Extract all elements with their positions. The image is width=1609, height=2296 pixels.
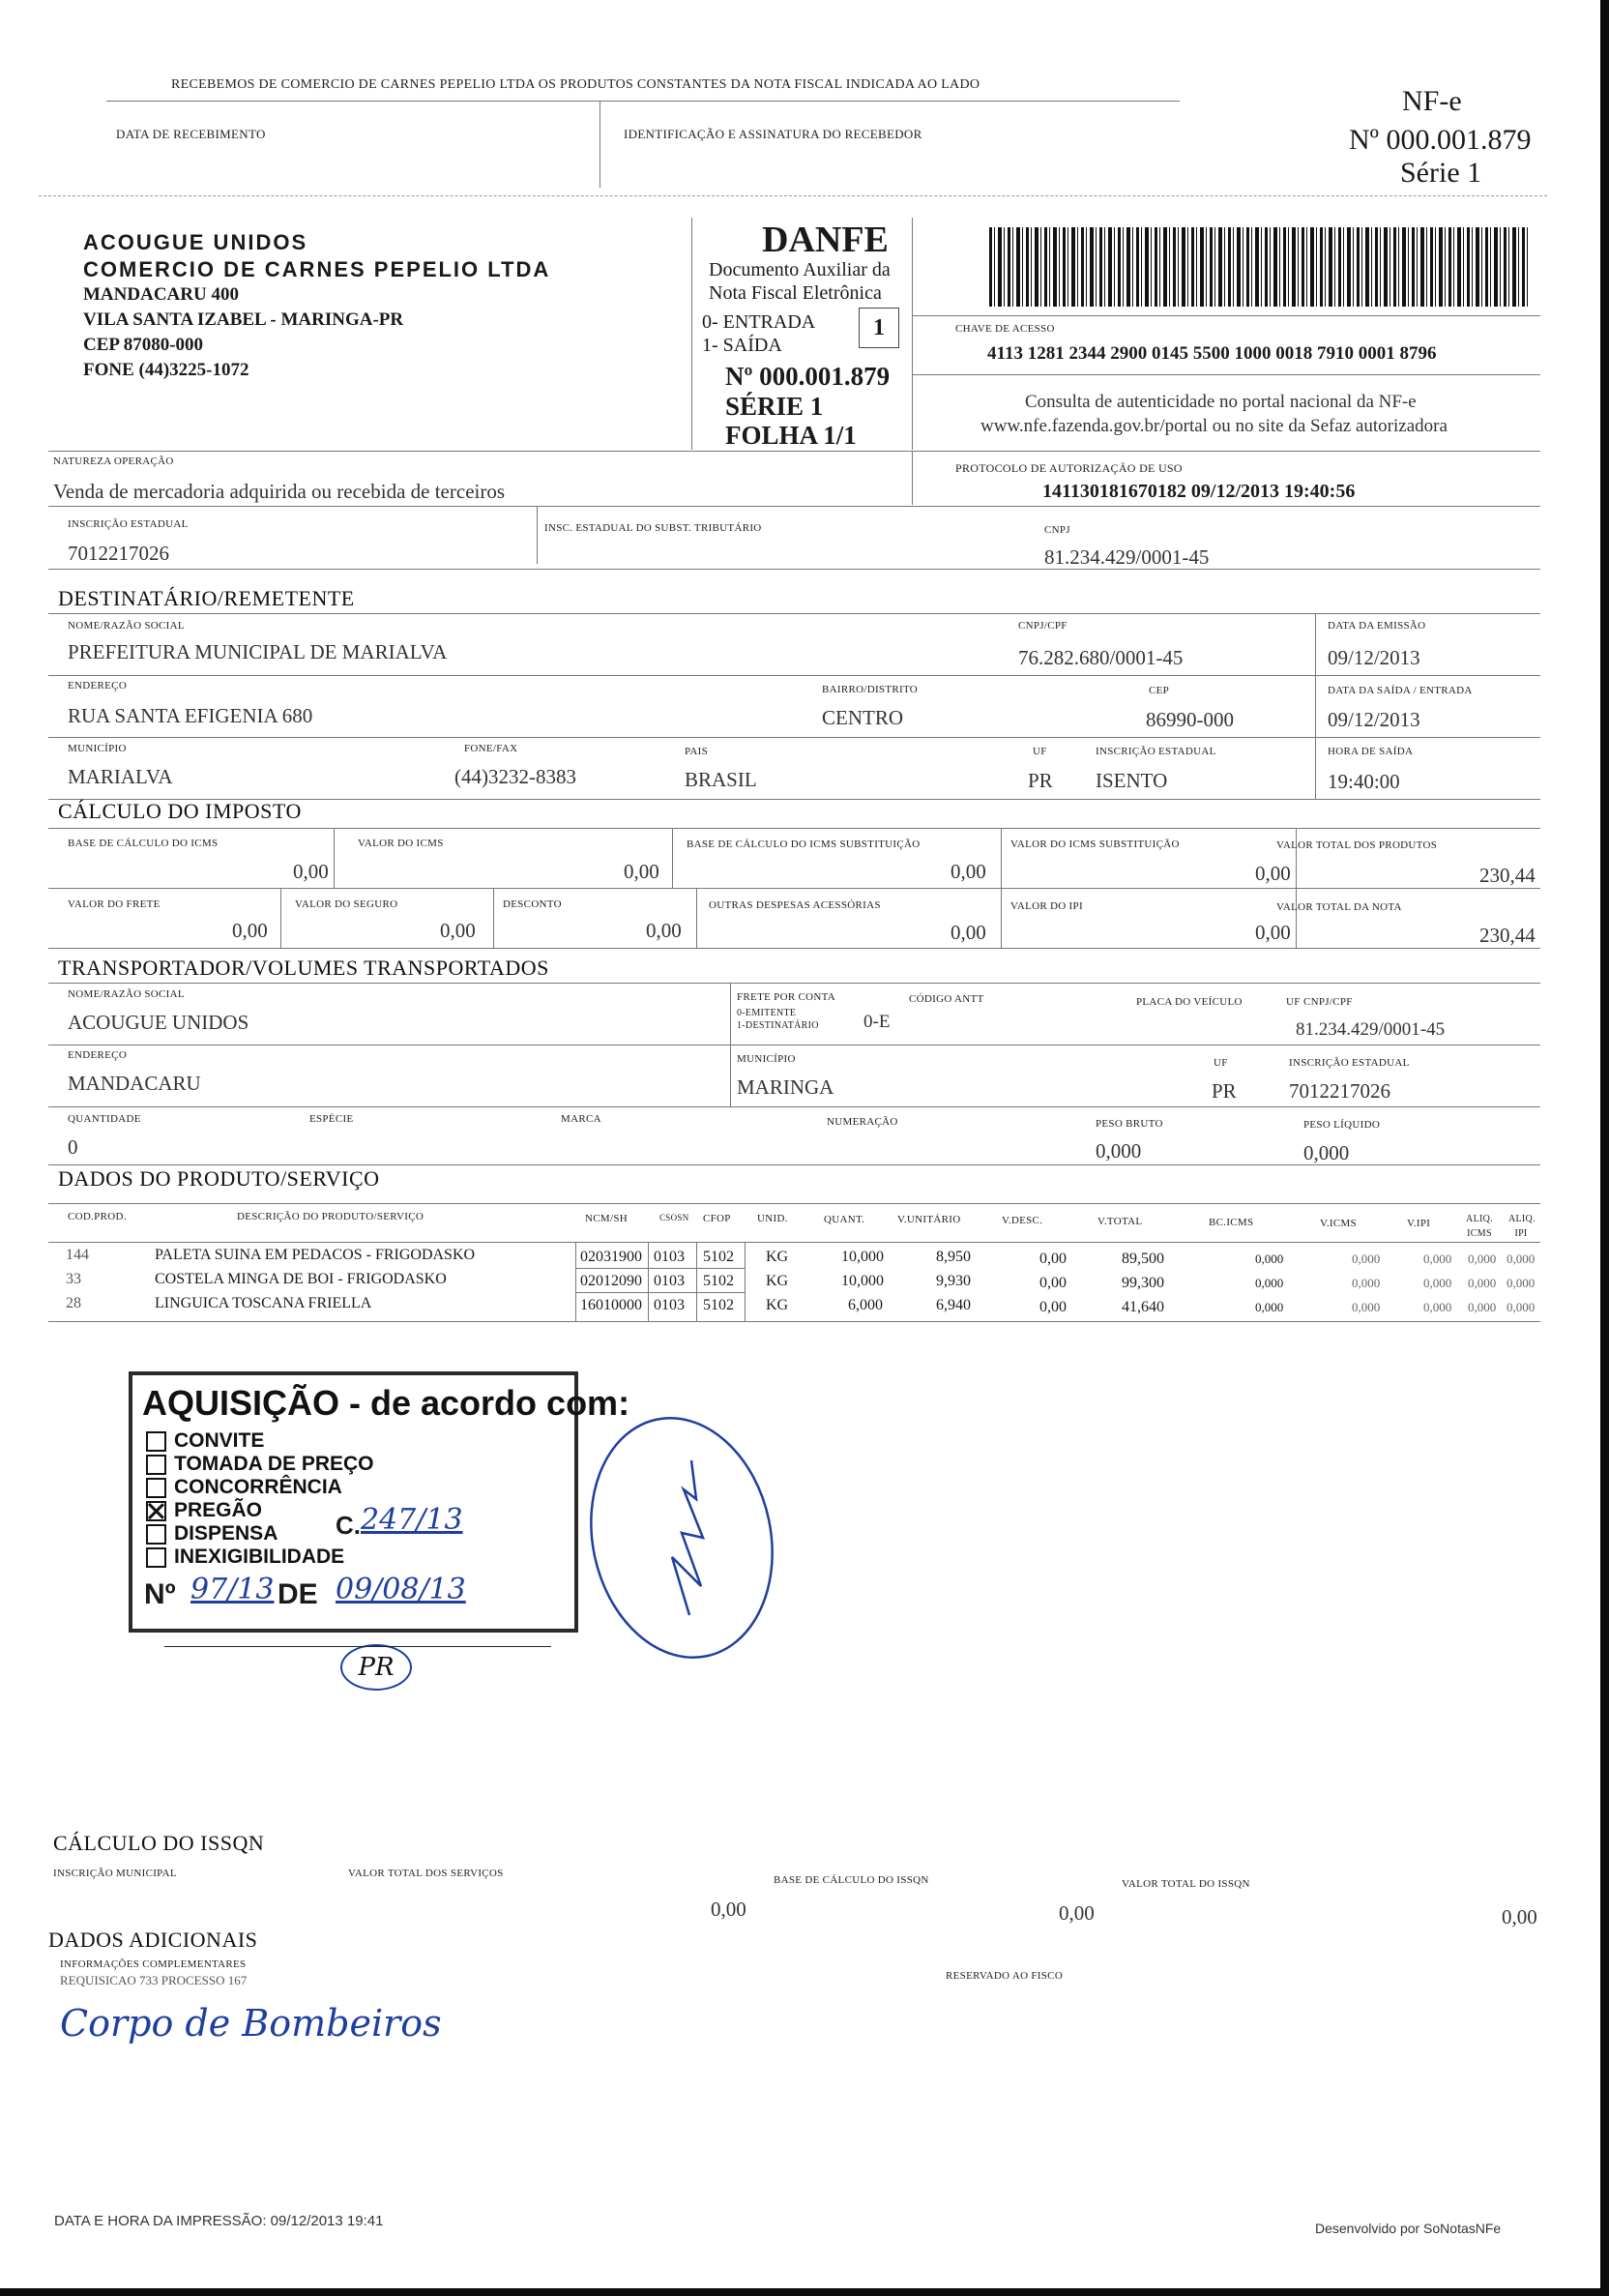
stub-cut-line: [39, 195, 1547, 196]
issuer-line5: CEP 87080-000: [83, 335, 204, 355]
recipient-address-label: ENDEREÇO: [68, 680, 128, 692]
checkbox-pregao-checked: [146, 1501, 166, 1521]
col-header-code: COD.PROD.: [68, 1211, 127, 1222]
checkbox-inexigibilidade: [146, 1547, 166, 1568]
tax-freight-value: 0,00: [232, 919, 268, 942]
row1-total: 89,500: [1122, 1251, 1164, 1267]
row3-unit-price: 6,940: [936, 1297, 971, 1313]
transport-section-title: TRANSPORTADOR/VOLUMES TRANSPORTADOS: [58, 956, 549, 980]
recipient-top-line: [48, 613, 1540, 614]
row2-discount: 0,00: [1039, 1275, 1067, 1291]
tax-icms-value-label: VALOR DO ICMS: [358, 838, 444, 849]
operation-top-line: [48, 451, 1540, 452]
danfe-title: DANFE: [762, 220, 889, 260]
tax-r1-div2: [672, 828, 673, 888]
transport-bottom-line: [48, 1164, 1540, 1165]
issqn-im-label: INSCRIÇÃO MUNICIPAL: [53, 1868, 177, 1879]
protocol-label: PROTOCOLO DE AUTORIZAÇÃO DE USO: [955, 461, 1183, 475]
access-key-value: 4113 1281 2344 2900 0145 5500 1000 0018 7910 0001 8796: [987, 343, 1437, 364]
row3-description: LINGUICA TOSCANA FRIELLA: [155, 1295, 372, 1311]
row1-cell-line: [575, 1268, 745, 1269]
stamp-option-tomada-label: TOMADA DE PREÇO: [174, 1453, 374, 1475]
issqn-services-value: 0,00: [711, 1898, 746, 1921]
freight-label: FRETE POR CONTA: [737, 991, 836, 1003]
signature-scribble: [575, 1393, 778, 1673]
row3-unit: KG: [766, 1297, 789, 1313]
receipt-nfe-label: NF-e: [1402, 85, 1462, 117]
row1-code: 144: [66, 1247, 89, 1263]
danfe-type-box: 1: [859, 308, 899, 348]
row2-aliq-ipi: 0,000: [1507, 1276, 1536, 1290]
row2-unit: KG: [766, 1273, 789, 1289]
recipient-uf: PR: [1028, 769, 1053, 792]
tax-other-label: OUTRAS DESPESAS ACESSÓRIAS: [709, 899, 881, 911]
qty-value: 0: [68, 1135, 78, 1159]
stamp-title: AQUISIÇÃO - de acordo com:: [142, 1383, 630, 1423]
stamp-option-inexigibilidade: [146, 1545, 344, 1569]
row1-aliq-ipi: 0,000: [1507, 1251, 1536, 1266]
products-col-div-1: [575, 1242, 576, 1321]
col-header-bc-icms: BC.ICMS: [1209, 1217, 1254, 1228]
freight-opt2: 1-DESTINATÁRIO: [737, 1020, 819, 1031]
nature-label: NATUREZA OPERAÇÃO: [53, 456, 174, 467]
recipient-district-label: BAIRRO/DISTRITO: [822, 684, 919, 695]
stamp-initials: PR: [340, 1644, 412, 1691]
brand-label: MARCA: [561, 1113, 601, 1125]
row2-ncm: 02012090: [580, 1273, 642, 1289]
stamp-option-tomada: [146, 1453, 374, 1476]
issuer-danfe-divider: [691, 218, 692, 450]
products-col-div-4: [745, 1242, 746, 1321]
receipt-nfe-series: Série 1: [1400, 157, 1482, 189]
transport-top-line: [48, 983, 1540, 984]
tax-total-products-label: VALOR TOTAL DOS PRODUTOS: [1276, 839, 1438, 851]
products-bottom-line: [48, 1321, 1540, 1322]
row2-description: COSTELA MINGA DE BOI - FRIGODASKO: [155, 1271, 447, 1287]
gross-weight-label: PESO BRUTO: [1096, 1118, 1163, 1130]
issqn-base-label: BASE DE CÁLCULO DO ISSQN: [774, 1874, 929, 1886]
recipient-cnpj-label: CNPJ/CPF: [1018, 620, 1068, 632]
tax-discount-value: 0,00: [646, 919, 682, 942]
antt-label: CÓDIGO ANTT: [909, 993, 984, 1005]
recipient-district: CENTRO: [822, 706, 903, 729]
row3-code: 28: [66, 1295, 81, 1311]
products-top-line: [48, 1203, 1540, 1204]
access-key-barcode: [989, 227, 1531, 307]
exit-time: 19:40:00: [1328, 770, 1400, 793]
tax-total-invoice-value: 230,44: [1479, 924, 1536, 947]
operation-divider: [912, 451, 913, 505]
recipient-ie-label: INSCRIÇÃO ESTADUAL: [1096, 746, 1216, 757]
danfe-number: Nº 000.001.879: [725, 362, 891, 391]
plate-label: PLACA DO VEÍCULO: [1136, 996, 1243, 1008]
recipient-line-2: [48, 675, 1540, 676]
plate-uf-label: UF: [1286, 996, 1301, 1008]
danfe-page: FOLHA 1/1: [725, 421, 857, 450]
recipient-city-label: MUNICÍPIO: [68, 743, 127, 754]
stamp-option-convite-label: CONVITE: [174, 1429, 265, 1452]
tax-ipi-value: 0,00: [1255, 921, 1291, 944]
recipient-address: RUA SANTA EFIGENIA 680: [68, 704, 313, 727]
col-header-description: DESCRIÇÃO DO PRODUTO/SERVIÇO: [237, 1211, 424, 1222]
stamp-option-pregao: [146, 1499, 262, 1522]
danfe-exit: 1- SAÍDA: [702, 335, 782, 356]
tax-top-line: [48, 828, 1540, 829]
transport-address-label: ENDEREÇO: [68, 1049, 128, 1061]
recipient-country: BRASIL: [685, 768, 757, 791]
receipt-statement: RECEBEMOS DE COMERCIO DE CARNES PEPELIO LTDA OS PRODUTOS CONSTANTES DA NOTA FISCAL INDICADA AO LADO: [171, 77, 980, 92]
recipient-uf-label: UF: [1033, 746, 1047, 757]
recipient-cnpj: 76.282.680/0001-45: [1018, 646, 1184, 669]
recipient-phone-label: FONE/FAX: [464, 743, 518, 754]
stamp-date-handwritten: 09/08/13: [336, 1573, 466, 1606]
checkbox-tomada: [146, 1455, 166, 1475]
additional-section-title: DADOS ADICIONAIS: [48, 1928, 258, 1952]
row1-aliq-icms: 0,000: [1468, 1251, 1497, 1266]
stamp-option-pregao-label: PREGÃO: [174, 1499, 263, 1521]
recipient-cep: 86990-000: [1146, 708, 1234, 731]
issqn-section-title: CÁLCULO DO ISSQN: [53, 1831, 265, 1855]
tax-r2-div1: [280, 888, 281, 948]
tax-r1-div4: [1296, 828, 1297, 888]
ie-label: INSCRIÇÃO ESTADUAL: [68, 518, 189, 530]
qty-label: QUANTIDADE: [68, 1113, 141, 1125]
transport-name: ACOUGUE UNIDOS: [68, 1011, 249, 1034]
access-key-divider: [912, 374, 1540, 375]
ie-top-line: [48, 506, 1540, 507]
row3-bc-icms: 0,000: [1255, 1300, 1284, 1314]
transport-cnpj-label: CNPJ/CPF: [1303, 996, 1353, 1008]
recipient-name-label: NOME/RAZÃO SOCIAL: [68, 620, 185, 632]
receipt-date-label: DATA DE RECEBIMENTO: [116, 127, 266, 141]
tax-ipi-label: VALOR DO IPI: [1010, 900, 1083, 912]
print-datetime: DATA E HORA DA IMPRESSÃO: 09/12/2013 19:41: [54, 2213, 384, 2229]
recipient-city: MARIALVA: [68, 765, 173, 788]
issqn-total-label: VALOR TOTAL DO ISSQN: [1122, 1878, 1250, 1890]
tax-r2-div3: [696, 888, 697, 948]
row2-code: 33: [66, 1271, 81, 1287]
receipt-signature-label: IDENTIFICAÇÃO E ASSINATURA DO RECEBEDOR: [624, 127, 922, 141]
products-section-title: DADOS DO PRODUTO/SERVIÇO: [58, 1166, 380, 1191]
row3-csosn: 0103: [654, 1297, 685, 1313]
tax-icms-base-value: 0,00: [293, 860, 329, 883]
additional-info-value: REQUISICAO 733 PROCESSO 167: [60, 1973, 248, 1987]
exit-time-label: HORA DE SAÍDA: [1328, 746, 1414, 757]
issue-date: 09/12/2013: [1328, 646, 1420, 669]
products-header-line: [48, 1242, 1540, 1243]
row3-discount: 0,00: [1039, 1299, 1067, 1315]
col-header-unit: UNID.: [757, 1213, 788, 1224]
row1-cfop: 5102: [703, 1249, 734, 1265]
row2-qty: 10,000: [841, 1273, 884, 1289]
row3-total: 41,640: [1122, 1299, 1164, 1315]
tax-icms-st-base-label: BASE DE CÁLCULO DO ICMS SUBSTITUIÇÃO: [687, 839, 921, 850]
consult-line1: Consulta de autenticidade no portal nacional da NF-e: [1025, 392, 1417, 412]
row3-ncm: 16010000: [580, 1297, 642, 1313]
receipt-nfe-number: Nº 000.001.879: [1349, 124, 1532, 156]
checkbox-convite: [146, 1431, 166, 1452]
tax-icms-st-value: 0,00: [1255, 862, 1291, 885]
tax-bottom-line: [48, 948, 1540, 949]
row1-ncm: 02031900: [580, 1249, 642, 1265]
checkbox-dispensa: [146, 1524, 166, 1545]
row2-aliq-icms: 0,000: [1468, 1276, 1497, 1290]
recipient-phone: (44)3232-8383: [454, 765, 576, 788]
tax-r2-div5: [1296, 888, 1297, 948]
row1-qty: 10,000: [841, 1249, 884, 1265]
stamp-contract-prefix: C.: [336, 1511, 361, 1540]
handwritten-note: Corpo de Bombeiros: [60, 2002, 442, 2045]
tax-discount-label: DESCONTO: [503, 898, 562, 910]
barcode-divider: [912, 315, 1540, 316]
stamp-contract-handwritten: 247/13: [361, 1503, 463, 1537]
additional-info-label: INFORMAÇÕES COMPLEMENTARES: [60, 1958, 247, 1970]
cnpj-value: 81.234.429/0001-45: [1044, 545, 1210, 569]
tax-icms-st-base-value: 0,00: [951, 860, 986, 883]
row2-v-ipi: 0,000: [1423, 1276, 1452, 1290]
species-label: ESPÉCIE: [309, 1113, 354, 1125]
protocol-value: 141130181670182 09/12/2013 19:40:56: [1042, 481, 1356, 502]
developer-credit: Desenvolvido por SoNotasNFe: [1315, 2221, 1502, 2236]
col-header-unit-price: V.UNITÁRIO: [897, 1214, 961, 1225]
recipient-section-title: DESTINATÁRIO/REMETENTE: [58, 586, 355, 610]
issqn-services-label: VALOR TOTAL DOS SERVIÇOS: [348, 1868, 504, 1879]
checkbox-concorrencia: [146, 1478, 166, 1498]
danfe-subtitle2: Nota Fiscal Eletrônica: [709, 282, 882, 304]
stamp-number-prefix: Nº: [144, 1578, 176, 1610]
nature-value: Venda de mercadoria adquirida ou recebida de terceiros: [53, 480, 506, 503]
tax-r1-div3: [1001, 828, 1002, 888]
ie-st-label: INSC. ESTADUAL DO SUBST. TRIBUTÁRIO: [544, 522, 762, 534]
tax-r2-div2: [493, 888, 494, 948]
tax-icms-st-label: VALOR DO ICMS SUBSTITUIÇÃO: [1010, 839, 1180, 850]
danfe-entry: 0- ENTRADA: [702, 311, 816, 333]
products-col-div-2: [648, 1242, 649, 1321]
row2-cfop: 5102: [703, 1273, 734, 1289]
ie-divider: [537, 506, 538, 564]
transport-ie: 7012217026: [1289, 1079, 1390, 1103]
stamp-date-prefix: DE: [278, 1578, 318, 1610]
col-header-qty: QUANT.: [824, 1214, 865, 1225]
net-weight: 0,000: [1303, 1141, 1350, 1164]
scan-edge-bottom: [0, 2288, 1609, 2296]
stamp-option-concorrencia-label: CONCORRÊNCIA: [174, 1476, 342, 1498]
col-header-v-icms: V.ICMS: [1320, 1218, 1357, 1229]
transport-city: MARINGA: [737, 1075, 834, 1099]
row3-v-ipi: 0,000: [1423, 1300, 1452, 1314]
transport-uf-label: UF: [1214, 1057, 1228, 1069]
recipient-name: PREFEITURA MUNICIPAL DE MARIALVA: [68, 640, 448, 663]
exit-date: 09/12/2013: [1328, 708, 1420, 731]
recipient-ie: ISENTO: [1096, 769, 1168, 792]
issuer-line6: FONE (44)3225-1072: [83, 360, 249, 380]
ie-value: 7012217026: [68, 542, 169, 565]
tax-insurance-label: VALOR DO SEGURO: [295, 898, 398, 910]
scan-edge-right: [1600, 0, 1609, 2296]
row3-qty: 6,000: [848, 1297, 883, 1313]
recipient-country-label: PAIS: [685, 746, 709, 757]
row3-aliq-icms: 0,000: [1468, 1300, 1497, 1314]
recipient-right-divider: [1315, 613, 1316, 799]
transport-uf: PR: [1212, 1079, 1237, 1103]
row1-csosn: 0103: [654, 1249, 685, 1265]
net-weight-label: PESO LÍQUIDO: [1303, 1119, 1381, 1131]
fisco-reserved-label: RESERVADO AO FISCO: [946, 1970, 1064, 1982]
transport-name-label: NOME/RAZÃO SOCIAL: [68, 988, 185, 1000]
transport-ie-label: INSCRIÇÃO ESTADUAL: [1289, 1057, 1410, 1069]
row3-v-icms: 0,000: [1352, 1300, 1381, 1314]
issqn-base-value: 0,00: [1059, 1901, 1095, 1925]
row1-v-ipi: 0,000: [1423, 1251, 1452, 1266]
transport-address: MANDACARU: [68, 1072, 201, 1095]
row3-aliq-ipi: 0,000: [1507, 1300, 1536, 1314]
tax-other-value: 0,00: [951, 921, 986, 944]
transport-cnpj: 81.234.429/0001-45: [1296, 1019, 1446, 1040]
row2-v-icms: 0,000: [1352, 1276, 1381, 1290]
stamp-option-inexigibilidade-label: INEXIGIBILIDADE: [174, 1545, 345, 1568]
issuer-line3: MANDACARU 400: [83, 284, 239, 305]
stamp-signature-line: [164, 1646, 551, 1647]
cnpj-label: CNPJ: [1044, 524, 1070, 536]
danfe-subtitle1: Documento Auxiliar da: [709, 259, 891, 280]
stamp-option-concorrencia: [146, 1476, 342, 1499]
col-header-aliq-icms: ALIQ. ICMS: [1466, 1214, 1493, 1239]
tax-icms-base-label: BASE DE CÁLCULO DO ICMS: [68, 838, 219, 849]
stamp-number-handwritten: 97/13: [190, 1573, 275, 1606]
row1-description: PALETA SUINA EM PEDACOS - FRIGODASKO: [155, 1247, 476, 1263]
tax-mid-line: [48, 888, 1540, 889]
freight-value: 0-E: [863, 1012, 891, 1032]
col-header-total: V.TOTAL: [1097, 1216, 1143, 1227]
tax-total-products-value: 230,44: [1479, 864, 1536, 887]
row2-unit-price: 9,930: [936, 1273, 971, 1289]
numbering-label: NUMERAÇÃO: [827, 1116, 898, 1128]
col-header-v-ipi: V.IPI: [1407, 1218, 1431, 1229]
tax-r1-div1: [334, 828, 335, 888]
row1-v-icms: 0,000: [1352, 1251, 1381, 1266]
receipt-divider: [106, 101, 1180, 102]
products-col-div-3: [696, 1242, 697, 1321]
freight-opt1: 0-EMITENTE: [737, 1008, 797, 1018]
operation-bottom-line: [48, 569, 1540, 570]
tax-freight-label: VALOR DO FRETE: [68, 898, 161, 910]
row2-csosn: 0103: [654, 1273, 685, 1289]
gross-weight: 0,000: [1096, 1139, 1142, 1163]
tax-section-title: CÁLCULO DO IMPOSTO: [58, 799, 302, 823]
consult-line2: www.nfe.fazenda.gov.br/portal ou no site da Sefaz autorizadora: [980, 416, 1448, 436]
recipient-cep-label: CEP: [1149, 685, 1170, 696]
stamp-option-convite: [146, 1429, 264, 1453]
danfe-series: SÉRIE 1: [725, 392, 824, 421]
acquisition-stamp: [129, 1371, 630, 1633]
issuer-line2: COMERCIO DE CARNES PEPELIO LTDA: [83, 257, 551, 281]
row1-discount: 0,00: [1039, 1251, 1067, 1267]
row2-cell-line: [575, 1292, 745, 1293]
row1-unit-price: 8,950: [936, 1249, 971, 1265]
recipient-line-3: [48, 737, 1540, 738]
col-header-ncm: NCM/SH: [585, 1213, 628, 1224]
issue-date-label: DATA DA EMISSÃO: [1328, 620, 1426, 632]
issuer-line1: ACOUGUE UNIDOS: [83, 230, 308, 254]
row3-cfop: 5102: [703, 1297, 734, 1313]
issuer-line4: VILA SANTA IZABEL - MARINGA-PR: [83, 309, 404, 330]
stamp-option-dispensa: [146, 1522, 278, 1545]
tax-icms-value: 0,00: [624, 860, 659, 883]
transport-line-3: [48, 1106, 1540, 1107]
tax-insurance-value: 0,00: [440, 919, 476, 942]
col-header-cfop: CFOP: [703, 1213, 731, 1224]
issqn-total-value: 0,00: [1502, 1905, 1537, 1928]
tax-r2-div4: [1001, 888, 1002, 948]
row1-bc-icms: 0,000: [1255, 1251, 1284, 1266]
col-header-csosn: CSOSN: [659, 1213, 689, 1222]
access-key-label: CHAVE DE ACESSO: [955, 323, 1055, 335]
exit-date-label: DATA DA SAÍDA / ENTRADA: [1328, 685, 1473, 696]
stamp-option-dispensa-label: DISPENSA: [174, 1522, 278, 1545]
row2-bc-icms: 0,000: [1255, 1276, 1284, 1290]
row2-total: 99,300: [1122, 1275, 1164, 1291]
col-header-aliq-ipi: ALIQ. IPI: [1508, 1214, 1536, 1239]
tax-total-invoice-label: VALOR TOTAL DA NOTA: [1276, 901, 1402, 913]
row1-unit: KG: [766, 1249, 789, 1265]
danfe-key-divider: [912, 218, 913, 450]
transport-city-label: MUNICÍPIO: [737, 1053, 796, 1065]
col-header-discount: V.DESC.: [1002, 1215, 1043, 1226]
